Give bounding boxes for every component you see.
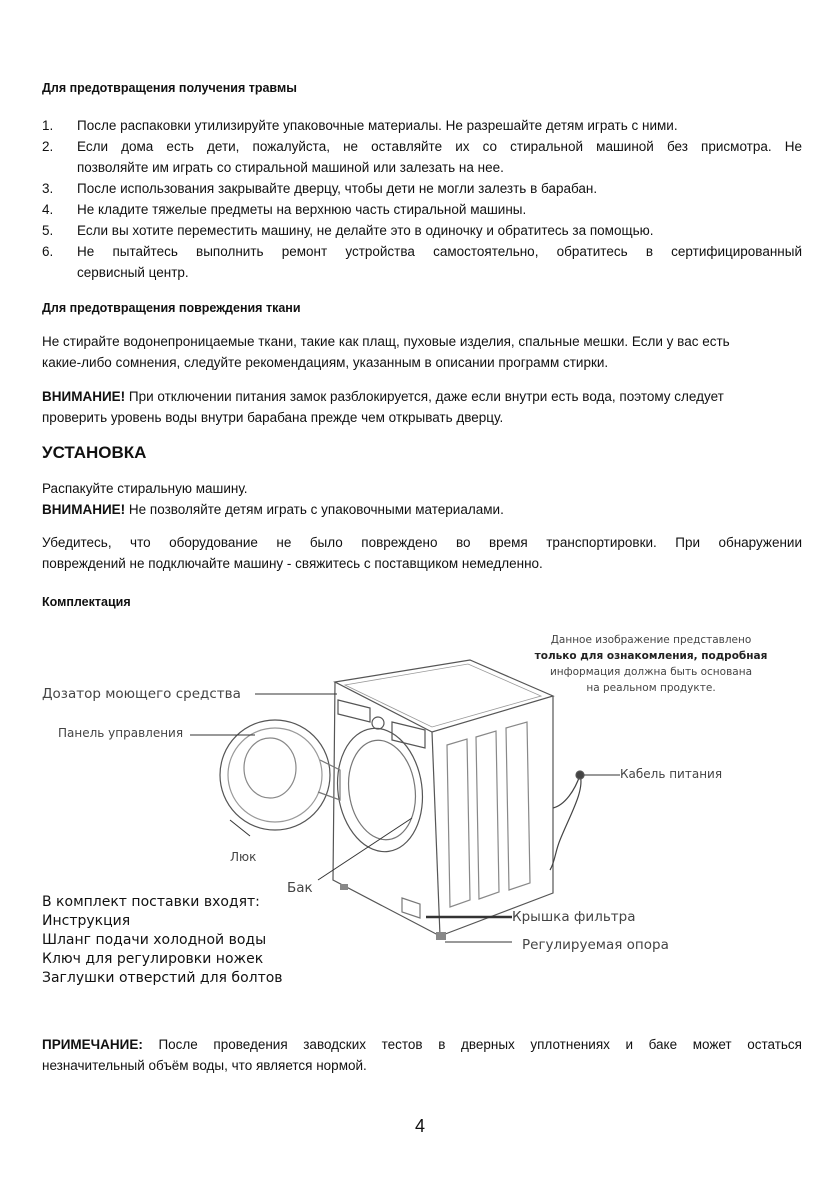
- list-text-line1: Если дома есть дети, пожалуйста, не оставляйте их со стиральной машиной без присмотра. Не: [77, 139, 802, 154]
- detergent-drawer: [338, 700, 370, 722]
- label-filter-cover: Крышка фильтра: [512, 909, 636, 925]
- list-number: 3.: [42, 181, 54, 196]
- drum-inner: [342, 736, 421, 844]
- fabric-heading: Для предотвращения повреждения ткани: [42, 301, 301, 315]
- machine-front-edge: [432, 732, 440, 936]
- kit-contents-title: В комплект поставки входят:: [42, 894, 260, 910]
- program-knob: [372, 717, 384, 729]
- kit-item: Шланг подачи холодной воды: [42, 932, 267, 948]
- list-text: После использования закрывайте дверцу, чтобы дети не могли залезть в барабан.: [77, 181, 598, 196]
- warning-text: При отключении питания замок разблокируется, даже если внутри есть вода, поэтому следует: [125, 389, 724, 404]
- cable-plug: [576, 771, 584, 779]
- list-item: [42, 115, 802, 136]
- list-number: 5.: [42, 223, 54, 238]
- filter-cover: [402, 898, 420, 918]
- page-number: 4: [414, 1116, 425, 1136]
- list-item: [42, 199, 802, 220]
- list-text-line1: Не пытайтесь выполнить ремонт устройства самостоятельно, обратитесь в сертифицированный: [77, 244, 802, 259]
- note-label: ПРИМЕЧАНИЕ:: [42, 1037, 143, 1052]
- list-number: 4.: [42, 202, 54, 217]
- list-text: Если вы хотите переместить машину, не делайте это в одиночку и обратитесь за помощью.: [77, 223, 654, 238]
- list-text: Не кладите тяжелые предметы на верхнюю часть стиральной машины.: [77, 202, 527, 217]
- warning-text-line2: проверить уровень воды внутри барабана прежде чем открывать дверцу.: [42, 410, 504, 425]
- check-line2: повреждений не подключайте машину - свяжитесь с поставщиком немедленно.: [42, 556, 543, 571]
- installation-unpack: [42, 478, 802, 520]
- warning-label: ВНИМАНИЕ!: [42, 502, 126, 517]
- kit-item: Инструкция: [42, 913, 131, 929]
- label-tank: Бак: [287, 880, 313, 896]
- installation-check: [42, 532, 802, 574]
- door-ring: [228, 728, 322, 822]
- disclaimer-line3: информация должна быть основана: [549, 666, 753, 678]
- check-line1: Убедитесь, что оборудование не было повреждено во время транспортировки. При обнаружении: [42, 535, 802, 550]
- kit-contents: [42, 893, 283, 988]
- note: [42, 1034, 802, 1076]
- foot: [436, 932, 446, 940]
- label-power-cable: Кабель питания: [620, 767, 723, 781]
- kit-item: Ключ для регулировки ножек: [42, 951, 264, 967]
- machine-front: [333, 682, 440, 936]
- list-text-line2: сервисный центр.: [77, 265, 189, 280]
- kit-item: Заглушки отверстий для болтов: [42, 970, 283, 986]
- power-cable: [550, 775, 581, 870]
- label-control-panel: Панель управления: [58, 726, 184, 740]
- door-glass: [244, 738, 296, 798]
- injury-heading: Для предотвращения получения травмы: [42, 81, 297, 95]
- list-number: 6.: [42, 244, 54, 259]
- note-text-line2: незначительный объём воды, что является нормой.: [42, 1058, 367, 1073]
- fabric-warning: [42, 386, 802, 428]
- list-number: 1.: [42, 118, 54, 133]
- side-panel: [447, 739, 470, 907]
- installation-heading: УСТАНОВКА: [42, 443, 147, 462]
- side-panel: [476, 731, 499, 899]
- warning-text: Не позволяйте детям играть с упаковочными материалами.: [125, 502, 504, 517]
- label-door: Люк: [230, 850, 257, 864]
- list-text: После распаковки утилизируйте упаковочные материалы. Не разрешайте детям играть с ними.: [77, 118, 678, 133]
- label-detergent: Дозатор моющего средства: [42, 686, 241, 702]
- list-text-line2: позволяйте им играть со стиральной машиной или залезать на нее.: [77, 160, 504, 175]
- fabric-line2: какие-либо сомнения, следуйте рекомендациям, указанным в описании программ стирки.: [42, 355, 609, 370]
- label-adjustable-foot: Регулируемая опора: [522, 937, 669, 953]
- fabric-paragraph: [42, 331, 802, 373]
- note-text: После проведения заводских тестов в дверных уплотнениях и баке может остаться: [142, 1037, 802, 1052]
- list-item: [42, 136, 802, 178]
- door-outer: [220, 720, 330, 830]
- foot: [340, 884, 348, 890]
- list-item: [42, 178, 802, 199]
- side-panel: [506, 722, 530, 890]
- kit-heading: Комплектация: [42, 595, 131, 609]
- disclaimer-line2: только для ознакомления, подробная: [534, 650, 768, 662]
- unpack-text: Распакуйте стиральную машину.: [42, 481, 248, 496]
- warning-label: ВНИМАНИЕ!: [42, 389, 126, 404]
- list-item: [42, 220, 802, 241]
- disclaimer-line4: на реальном продукте.: [586, 682, 716, 694]
- fabric-line1: Не стирайте водонепроницаемые ткани, такие как плащ, пуховые изделия, спальные мешки. Если у вас есть: [42, 334, 730, 349]
- list-number: 2.: [42, 139, 54, 154]
- disclaimer-line1: Данное изображение представлено: [550, 634, 752, 646]
- list-item: [42, 241, 802, 283]
